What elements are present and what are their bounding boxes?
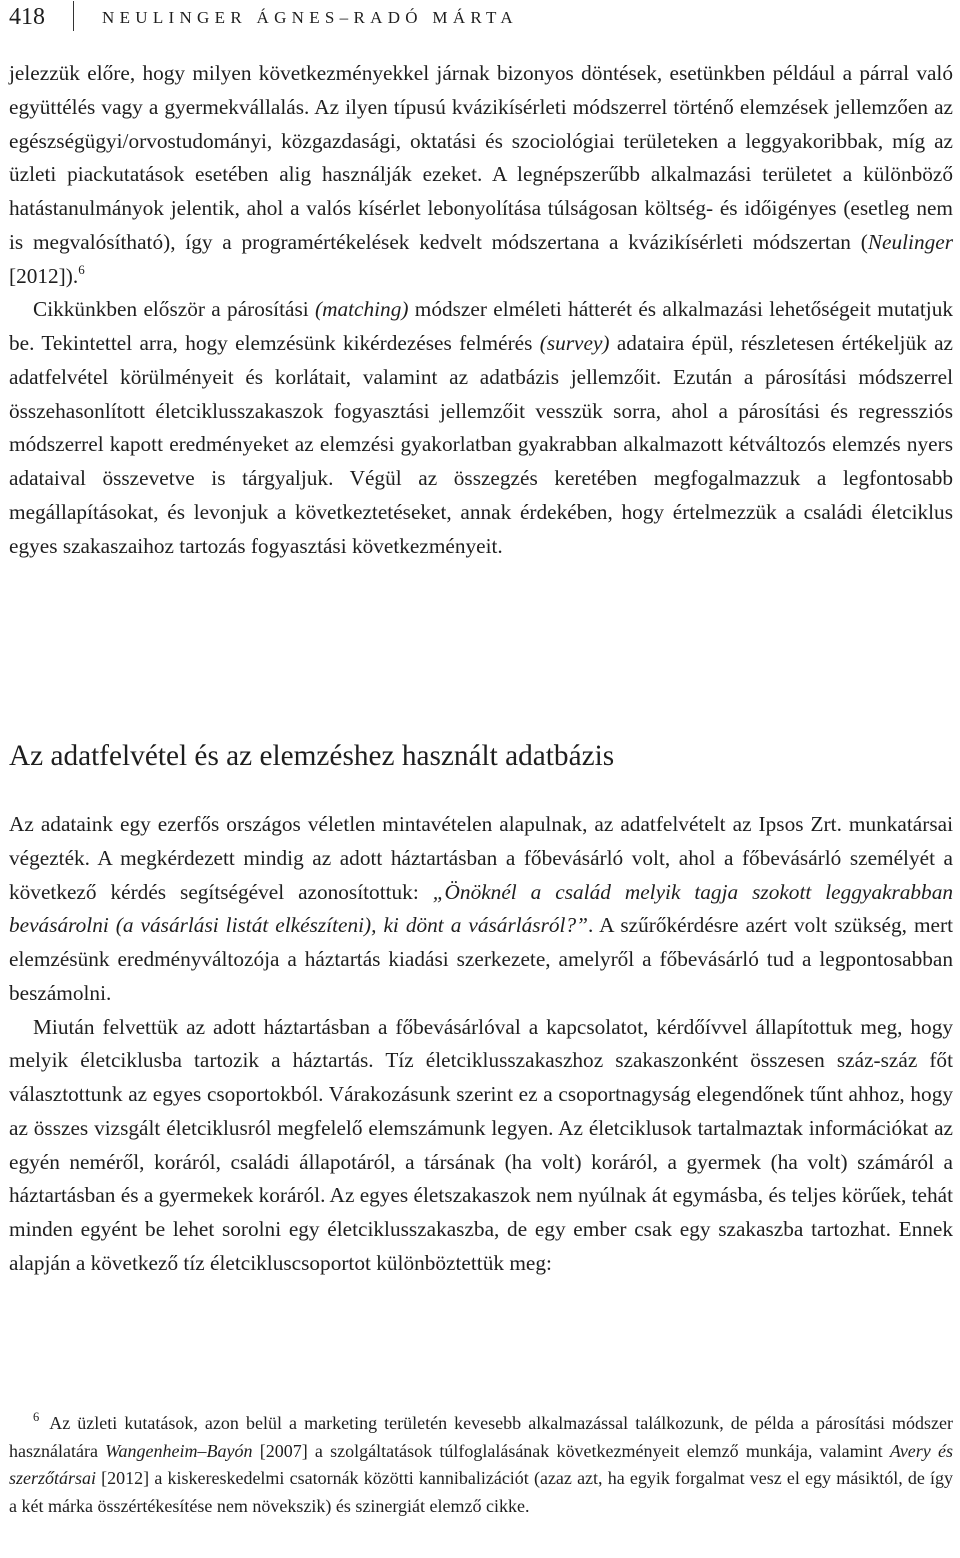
citation: Neulinger: [867, 229, 953, 254]
citation: Wangenheim–Bayón: [105, 1440, 253, 1461]
paragraph-text: [2012]).: [9, 263, 79, 288]
paragraph-text: adataira épül, részletesen értékeljük az adatfelvétel körülményeit és korlátait, valamint az adatbázis jellemzőit. Ezután a párosítási módszerrel összehasonlított életciklusszakaszok fogyasztási jellemzőit vesszük sorra, ahol a párosítási és regressziós módszerrel kapott eredményeket az elemzési gyakorlatban gyakrabban alkalmazott kétváltozós elemzés nyers adataival összevetve is tárgyaljuk. Végül az összegzés keretében megfogalmazzuk a legfontosabb megállapításokat, és levonjuk a következtetéseket, annak érdekében, hogy értelmezzük a családi életciklus egyes szakaszaihoz tartozás fogyasztási következményeit.: [9, 331, 953, 558]
paragraph: [9, 293, 953, 563]
paragraph-text: Cikkünkben először a párosítási: [33, 297, 315, 322]
footnote-text: [2007] a szolgáltatások túlfoglalásának következményeit elemző munkája, valamint: [252, 1440, 890, 1461]
footnote: [9, 1410, 953, 1520]
citation: Avery és szerzőtársai: [9, 1440, 954, 1488]
footnote-reference[interactable]: 6: [78, 261, 85, 277]
page-number: 418: [9, 4, 45, 30]
data-section: [9, 808, 953, 1281]
paragraph: [9, 808, 953, 1011]
page-header: [9, 0, 953, 32]
emphasis-term: (survey): [539, 331, 610, 355]
paragraph-text: Az adataink egy ezerfős országos véletlen mintavételen alapulnak, az adatfelvételt az Ipsos Zrt. munkatársai végezték. A megkérdezett mindig az adott háztartásban a főbevásárló volt, ahol a főbevásárló személyét a következő kérdés segítségével azonosítottuk:: [9, 812, 953, 904]
emphasis-term: (matching): [315, 297, 409, 322]
footnote-text: Az üzleti kutatások, azon belül a marketing területén kevesebb alkalmazással találkozunk, de példa a párosítási módszer használatára: [9, 1413, 953, 1461]
paragraph-text: . A szűrőkérdésre azért volt szükség, mert elemzésünk eredményváltozója a háztartás kiadási szerkezete, amelyről a főbevásárló tud a legpontosabban beszámolni.: [9, 913, 953, 1005]
section-heading: Az adatfelvétel és az elemzéshez használt adatbázis: [9, 740, 615, 772]
running-head: NEULINGER ÁGNES–RADÓ MÁRTA: [102, 7, 518, 27]
paragraph-text: módszer elméleti hátterét és alkalmazási lehetőségeit mutatjuk be. Tekintettel arra, hogy elemzésünk kikérdezéses felmérés: [9, 297, 954, 355]
intro-section: [9, 57, 953, 563]
footnote-text: [2012] a kiskereskedelmi csatornák közötti kannibalizációt (azaz azt, ha egyik forgalmat vesz el egy másiktól, de így a két márka összértékesítése nem növekszik) és szinergiát elemző cikke.: [9, 1468, 953, 1516]
header-divider: [73, 1, 74, 31]
paragraph: Miután felvettük az adott háztartásban a főbevásárlóval a kapcsolatot, kérdőívvel állapítottuk meg, hogy melyik életciklusba tartozik a háztartás. Tíz életciklusszakaszhoz szakaszonként összesen száz-száz főt választottunk az egyes csoportokból. Várakozásunk szerint ez a csoportnagyság elegendőnek tűnt ahhoz, hogy az összes vizsgált életciklusról megfelelő elemszámunk legyen. Az életciklusok tartalmaztak információkat az egyén neméről, koráról, családi állapotáról, a társának (ha volt) koráról, a gyermek (ha volt) számáról a háztartásban és a gyermekek koráról. Az egyes életszakaszok nem nyúlnak át egymásba, és teljes körűek, tehát minden egyént be lehet sorolni egy életciklusszakaszba, de egy ember csak egy szakaszba tartozhat. Ennek alapján a következő tíz életcikluscsoportot különböztettük meg:: [9, 1014, 953, 1275]
footnote-mark: 6: [33, 1410, 40, 1424]
paragraph: [9, 57, 953, 293]
survey-question-quote: „Önöknél a család melyik tagja szokott leggyakrabban bevásárolni (a vásárlási listát elkészíteni), ki dönt a vásárlásról?”: [9, 879, 953, 938]
paragraph-text: jelezzük előre, hogy milyen következményekkel járnak bizonyos döntések, esetünkben például a párral való együttélés vagy a gyermekvállalás. Az ilyen típusú kvázikísérleti módszerrel történő elemzések jellemzően az egészségügyi/orvostudományi, közgazdasági, oktatási és szociológiai területeken a leggyakoribbak, míg az üzleti piackutatások esetében alig használják ezeket. A legnépszerűbb alkalmazási területet a különböző hatástanulmányok jelentik, ahol a valós kísérlet lebonyolítása túlságosan költség- és időigényes (esetleg nem is megvalósítható), így a programértékelések kedvelt módszertana a kvázikísérleti módszertan (: [9, 61, 953, 254]
